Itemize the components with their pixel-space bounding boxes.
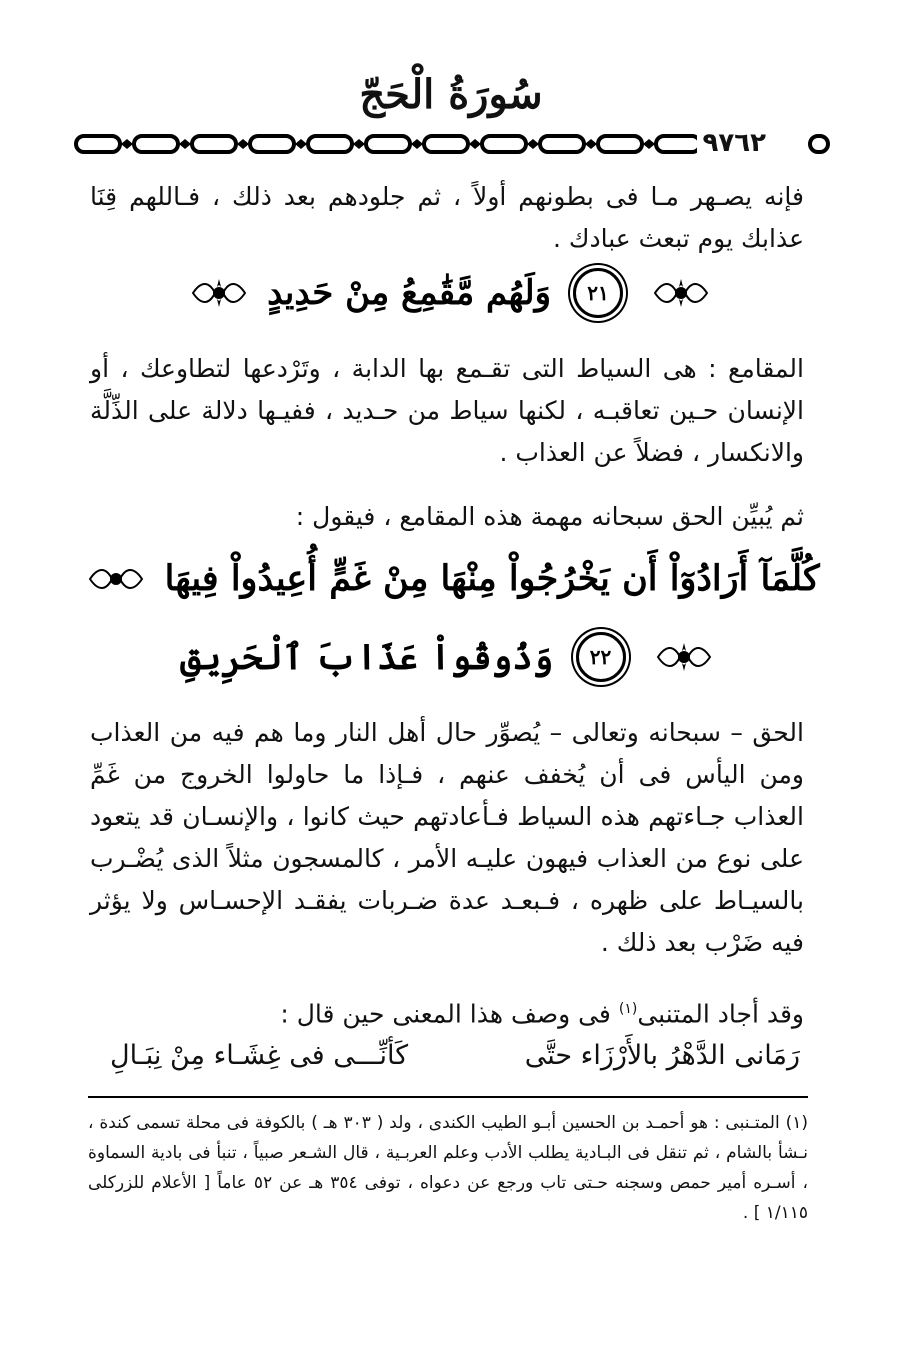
verse-start-ornament-icon bbox=[88, 563, 144, 595]
verse-end-ornament-icon bbox=[656, 641, 712, 673]
verse-22-text-line-2: وَذُوقُواْ عَذَابَ ٱلْحَرِيقِ bbox=[180, 636, 554, 678]
paragraph-5-end: فى وصف هذا المعنى حين قال : bbox=[280, 999, 619, 1029]
paragraph-2: المقامع : هى السياط التى تقـمع بها الدابة ، وتَرْدعها لتطاوعك ، أو الإنسان حـين تعاقبـه ، لكنها سياط من حـديد ، ففيـها دلالة على الذِّلَّة والانكسار ، فضلاً عن العذاب . bbox=[90, 354, 804, 467]
footnote-marker: (١) bbox=[618, 1001, 638, 1017]
poem-hemistich-1: رَمَانى الدَّهْرُ بالأَرْزَاء حتَّى bbox=[524, 1040, 800, 1071]
paragraph-5 bbox=[90, 988, 804, 1035]
paragraph-1: فإنه يصـهر مـا فى بطونهم أولاً ، ثم جلودهم بعد ذلك ، فـاللهم قِنَا عذابك يوم تبعث عبادك . bbox=[90, 182, 804, 253]
verse-22-line-1 bbox=[60, 556, 840, 599]
footnote-divider bbox=[88, 1096, 808, 1098]
verse-start-ornament-icon bbox=[191, 277, 247, 309]
paragraph-3: ثم يُبيِّن الحق سبحانه مهمة هذه المقامع ، فيقول : bbox=[295, 502, 804, 531]
paragraph-4: الحق – سبحانه وتعالى – يُصوِّر حال أهل النار وما هم فيه من العذاب ومن اليأس فى أن يُخفف عنهم ، فـإذا ما حاولوا الخروج من غَمِّ العذاب جـاءتهم هذه السياط فـأعادتهم حيث كانوا ، والإنسـان قد يتعود على نوع من العذاب فيهون عليـه الأمر ، كالمسجون مثلاً الذى يُضْـرب بالسيـاط على ظهره ، فـبعـد عدة ضـربات يفقـد الإحسـاس ولا يؤثر فيه ضَرْب بعد ذلك . bbox=[90, 718, 804, 957]
verse-21-text: وَلَهُم مَّقَٰمِعُ مِنْ حَدِيدٍ bbox=[267, 273, 552, 313]
page-number: ٩٧٦٢ bbox=[697, 128, 772, 158]
verse-22-line-2 bbox=[60, 632, 840, 682]
verse-end-ornament-icon bbox=[653, 277, 709, 309]
footnote-1: (١) المتـنبى : هو أحمـد بن الحسين أبـو الطيب الكندى ، ولد ( ٣٠٣ هـ ) بالكوفة فى محلة تسمى كندة ، نـشأ بالشام ، ثم تنقل فى البـادية يطلب الأدب وعلم العربـية ، قال الشـعر صبياً ، تنبأ فى بادية السماوة ، أسـره أمير حمص وسجنه حـتى تاب ورجع عن دعواه ، توفى ٣٥٤ هـ عن ٥٢ عاماً [ الأعلام للزركلى ١/١١٥ ] . bbox=[88, 1113, 808, 1223]
poem-hemistich-2: كَأنِّـــى فى غِشَـاء مِنْ نِبَـالِ bbox=[110, 1040, 409, 1071]
header-ornament-chain bbox=[72, 124, 832, 164]
ayah-number-22: ٢٢ bbox=[576, 632, 626, 682]
verse-21 bbox=[60, 268, 840, 318]
verse-22-text-line-1: كُلَّمَآ أَرَادُوٓاْ أَن يَخْرُجُواْ مِنْهَا مِنْ غَمٍّ أُعِيدُواْ فِيهَا bbox=[164, 558, 820, 599]
surah-title: سُورَةُ الْحَجّ bbox=[359, 71, 543, 118]
paragraph-5-start: وقد أجاد المتنبى bbox=[637, 999, 804, 1029]
ayah-number-21: ٢١ bbox=[573, 268, 623, 318]
poem-verse bbox=[110, 1040, 800, 1084]
